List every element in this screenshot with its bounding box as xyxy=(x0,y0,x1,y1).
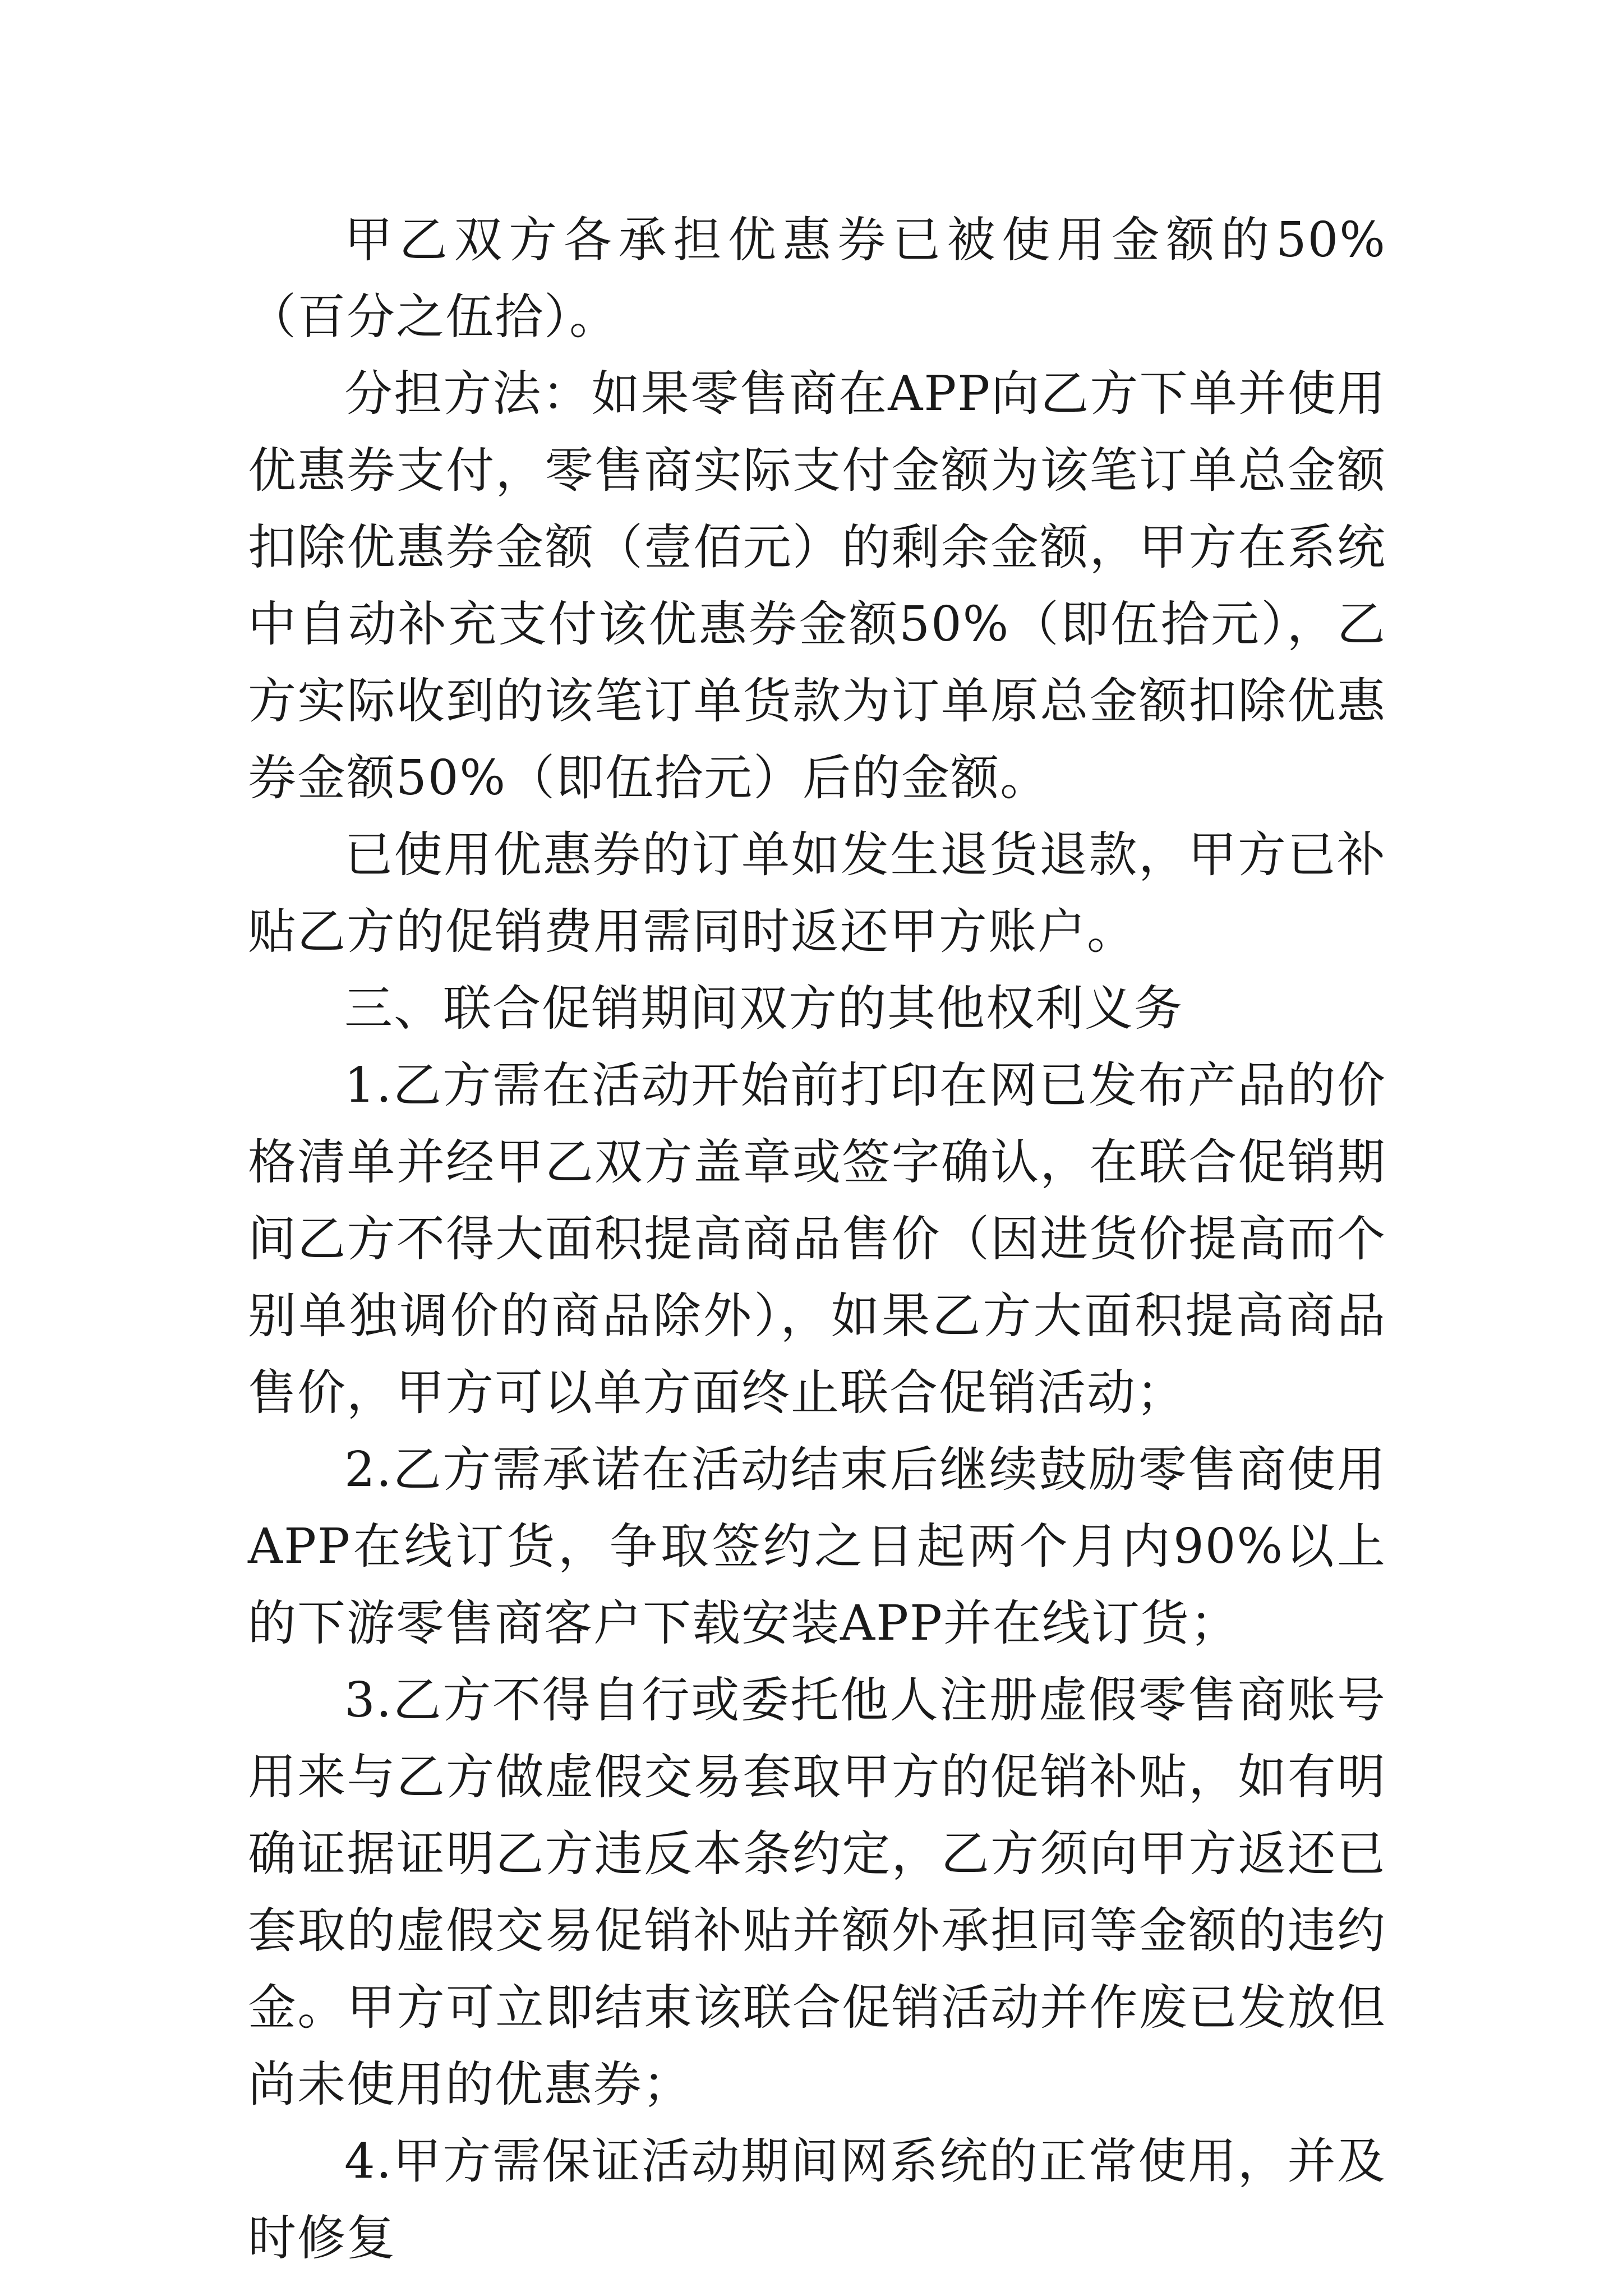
clause-1-price-list: 1.乙方需在活动开始前打印在网已发布产品的价格清单并经甲乙双方盖章或签字确认，在联合促销期间乙方不得大面积提高商品售价（因进货价提高而个别单独调价的商品除外），如果乙方大面积提高商品售价，甲方可以单方面终止联合促销活动； xyxy=(248,1057,1386,1421)
paragraph-sharing-method: 分担方法：如果零售商在APP向乙方下单并使用优惠券支付，零售商实际支付金额为该笔订单总金额扣除优惠券金额（壹佰元）的剩余金额，甲方在系统中自动补充支付该优惠券金额50%（即伍拾元），乙方实际收到的该笔订单货款为订单原总金额扣除优惠券金额50%（即伍拾元）后的金额。 xyxy=(248,366,1386,806)
clause-3-fake-accounts: 3.乙方不得自行或委托他人注册虚假零售商账号用来与乙方做虚假交易套取甲方的促销补贴，如有明确证据证明乙方违反本条约定，乙方须向甲方返还已套取的虚假交易促销补贴并额外承担同等金额的违约金。甲方可立即结束该联合促销活动并作废已发放但尚未使用的优惠券； xyxy=(248,1672,1386,2113)
document-body xyxy=(248,202,1386,2277)
paragraph-refund-return: 已使用优惠券的订单如发生退货退款，甲方已补贴乙方的促销费用需同时返还甲方账户。 xyxy=(248,827,1386,960)
clause-4-system-maintenance: 4.甲方需保证活动期间网系统的正常使用，并及时修复 xyxy=(248,2133,1386,2266)
clause-2-online-ordering: 2.乙方需承诺在活动结束后继续鼓励零售商使用APP在线订货，争取签约之日起两个月内90%以上的下游零售商客户下载安装APP并在线订货； xyxy=(248,1442,1386,1651)
section-heading-rights-obligations: 三、联合促销期间双方的其他权利义务 xyxy=(344,981,1183,1037)
paragraph-cost-sharing: 甲乙双方各承担优惠券已被使用金额的50%（百分之伍拾）。 xyxy=(248,212,1386,345)
